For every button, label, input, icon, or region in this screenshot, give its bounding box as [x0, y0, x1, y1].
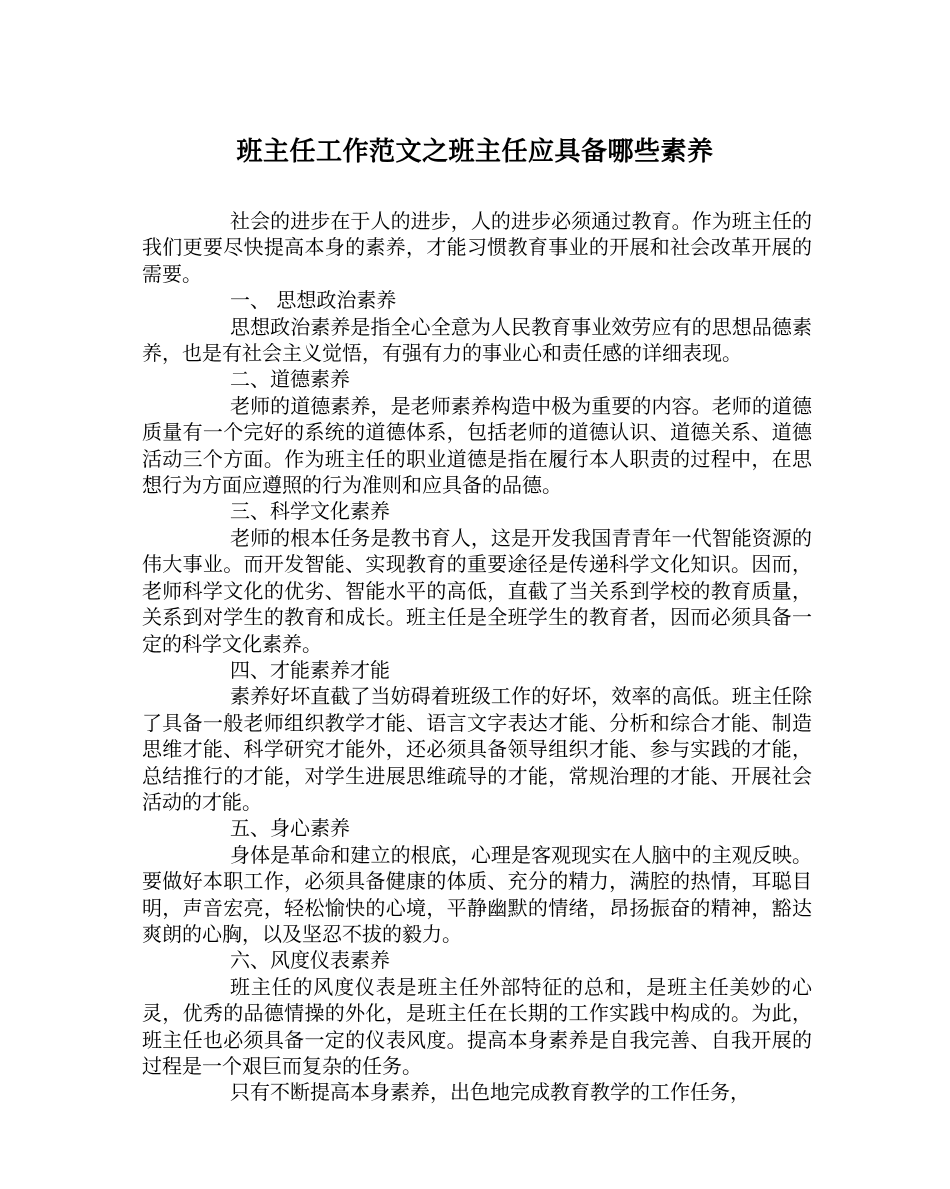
section-heading: 四、才能素养才能 [230, 657, 390, 682]
document-body [142, 208, 812, 1106]
document-title: 班主任工作范文之班主任应具备哪些素养 [236, 137, 714, 167]
paragraph: 身体是革命和建立的根底，心理是客观现实在人脑中的主观反映。要做好本职工作，必须具备健康的体质、充分的精力，满腔的热情，耳聪目明，声音宏亮，轻松愉快的心境，平静幽默的情绪，昂扬振奋的精神，豁达爽朗的心胸，以及坚忍不拔的毅力。 [142, 842, 812, 946]
section-heading: 六、风度仪表素养 [230, 948, 390, 973]
section-heading: 三、科学文化素养 [230, 499, 390, 524]
section-heading: 一、 思想政治素养 [230, 288, 397, 313]
paragraph: 老师的根本任务是教书育人，这是开发我国青青年一代智能资源的伟大事业。而开发智能、实现教育的重要途径是传递科学文化知识。因而，老师科学文化的优劣、智能水平的高低，直截了当关系到学校的教育质量，关系到对学生的教育和成长。班主任是全班学生的教育者，因而必须具备一定的科学文化素养。 [142, 525, 812, 656]
paragraph: 班主任的风度仪表是班主任外部特征的总和，是班主任美妙的心灵，优秀的品德情操的外化，是班主任在长期的工作实践中构成的。为此，班主任也必须具备一定的仪表风度。提高本身素养是自我完善、自我开展的过程是一个艰巨而复杂的任务。 [142, 974, 812, 1078]
paragraph: 素养好坏直截了当妨碍着班级工作的好坏，效率的高低。班主任除了具备一般老师组织教学才能、语言文字表达才能、分析和综合才能、制造思维才能、科学研究才能外，还必须具备领导组织才能、参与实践的才能，总结推行的才能，对学生进展思维疏导的才能，常规治理的才能、开展社会活动的才能。 [142, 684, 812, 814]
section-heading: 二、道德素养 [230, 367, 350, 392]
section-heading: 五、身心素养 [230, 816, 350, 841]
paragraph: 社会的进步在于人的进步，人的进步必须通过教育。作为班主任的我们更要尽快提高本身的素养，才能习惯教育事业的开展和社会改革开展的需要。 [142, 209, 812, 286]
paragraph: 思想政治素养是指全心全意为人民教育事业效劳应有的思想品德素养，也是有社会主义觉悟，有强有力的事业心和责任感的详细表现。 [142, 314, 812, 366]
paragraph: 只有不断提高本身素养，出色地完成教育教学的工作任务， [230, 1080, 750, 1105]
paragraph: 老师的道德素养，是老师素养构造中极为重要的内容。老师的道德质量有一个完好的系统的道德体系，包括老师的道德认识、道德关系、道德活动三个方面。作为班主任的职业道德是指在履行本人职责的过程中，在思想行为方面应遵照的行为准则和应具备的品德。 [142, 393, 812, 498]
